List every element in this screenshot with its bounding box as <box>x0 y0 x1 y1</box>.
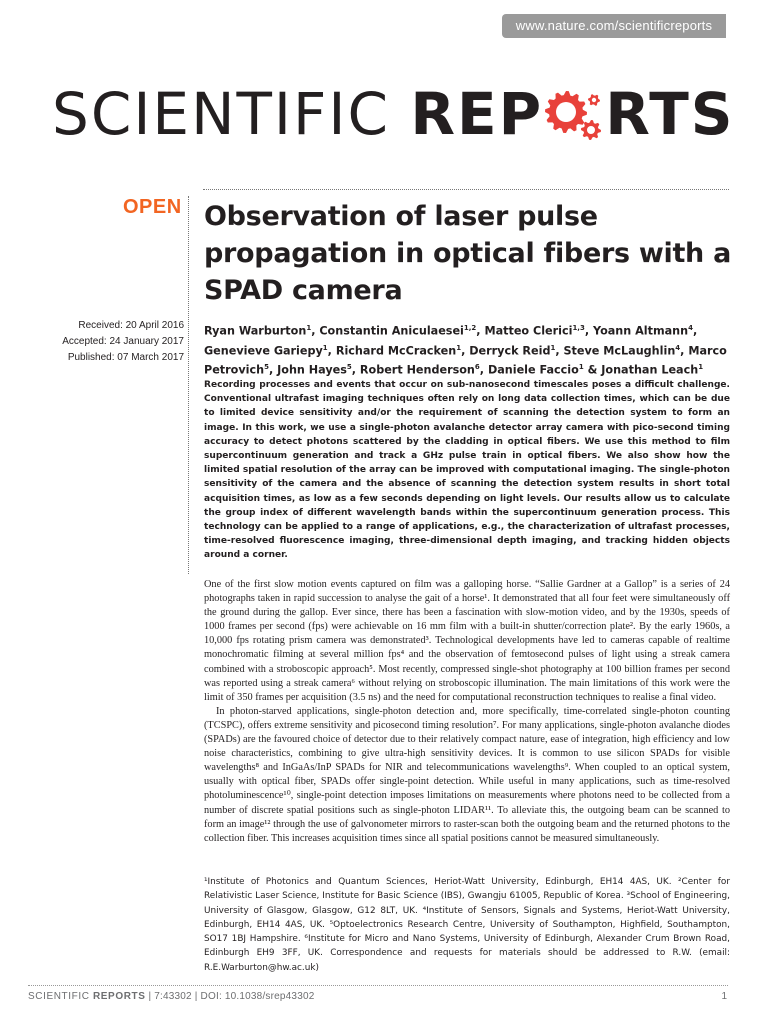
footer-citation <box>28 991 314 1002</box>
author-name: John Hayes <box>277 364 347 378</box>
author-affiliation-marker: 6 <box>474 363 480 372</box>
gear-logo-icon <box>544 86 604 142</box>
footer-divider <box>28 985 728 986</box>
author-affiliation-marker: 1 <box>456 343 462 352</box>
author-name: Derryck Reid <box>469 344 551 358</box>
body-paragraph: In photon-starved applications, single-photon detection and, more specifically, time-correlated single-photon counting (TCSPC), offers extreme sensitivity and picosecond timing resolution⁷. For many applications, single-photon avalanche diodes (SPADs) are the favoured choice of detector due to their relatively compact nature, ease of integration, high efficiency and low noise characteristics, combining to give ultra-high sensitivity devices. It is common to use silicon SPADs for visible wavelengths⁸ and InGaAs/InP SPADs for NIR and telecommunications wavelengths⁹. When coupled to an optical system, usually with optical fiber, SPADs offer single-point detection. While useful in many applications, such as time-resolved photoluminescence¹⁰, single-point detection imposes limitations on measurements where photons need to be collected from a number of discrete spatial positions such as single-photon LIDAR¹¹. To alleviate this, the outgoing beam can be scanned to form an image¹² through the use of galvonometer mirrors to raster-scan both the outgoing beam and the returned photons to the collection fiber. This increases acquisition times since all spatial positions cannot be measured simultaneously. <box>204 705 730 844</box>
author-name: Daniele Faccio <box>487 364 579 378</box>
gear-hole <box>556 102 576 122</box>
author-name: Marco Petrovich <box>204 344 727 378</box>
author-affiliation-marker: 5 <box>264 363 269 372</box>
author-name: Richard McCracken <box>335 344 457 358</box>
article-title: Observation of laser pulse propagation in optical fibers with a SPAD camera <box>204 201 731 306</box>
author-name: Jonathan Leach <box>601 364 699 378</box>
author-affiliation-marker: 1 <box>578 363 584 372</box>
open-access-badge: OPEN <box>123 196 182 218</box>
author-name: Yoann Altmann <box>593 324 689 338</box>
author-affiliation-marker: 1,3 <box>572 324 585 332</box>
footer-journal-bold: REPORTS <box>92 991 146 1002</box>
author-affiliation-marker: 1,2 <box>463 324 477 332</box>
footer-journal-light: SCIENTIFIC <box>28 991 90 1002</box>
logo-word-rts: RTS <box>605 80 735 148</box>
sidebar-divider <box>188 196 189 574</box>
author-list: Ryan Warburton$^1$, Constantin Aniculaesei$^{1,2}$, Matteo Clerici$^{1,3}$, Yoann Altmann$^4$, Genevieve Gariepy$^1$, Richard McCracken$^1$, Derryck Reid$^1$, Steve McLaughlin$^4$, Marco Petrovich$^5$, John Hayes$^5$, Robert Henderson$^6$, Daniele Faccio$^1$ & Jonathan Leach$^1$ <box>204 324 727 378</box>
article-body <box>204 578 730 846</box>
journal-masthead <box>52 78 735 150</box>
author-name: Genevieve Gariepy <box>204 344 323 358</box>
footer-journal-name <box>28 991 146 1002</box>
author-name: Matteo Clerici <box>484 324 573 338</box>
author-affiliation-marker: 4 <box>688 324 693 332</box>
page-number: 1 <box>721 991 727 1002</box>
gear-hole <box>587 126 595 134</box>
journal-url-tab[interactable]: www.nature.com/scientificreports <box>502 14 726 38</box>
received-date: Received: 20 April 2016 <box>78 320 184 331</box>
article-dates <box>60 318 184 366</box>
title-divider <box>203 189 729 190</box>
footer-doi[interactable]: | 7:43302 | DOI: 10.1038/srep43302 <box>148 991 315 1002</box>
body-paragraph: One of the first slow motion events captured on film was a galloping horse. “Sallie Gardner at a Gallop” is a series of 24 photographs taken in rapid succession to analyse the gait of a horse¹. It demonstrated that all four feet were simultaneously off the ground during the gallop. Ever since, there has been a fascination with slow-motion video, and by the 1930s, speeds of 1000 frames per second (fps) were achievable on 16 mm film with a built-in shutter/correction plate². By the early 1960s, a 10,000 fps rotating prism camera was demonstrated³. Technological developments have led to cameras capable of realtime monochromatic filming at several million fps⁴ and the observation of femtosecond pulses of light using a streak camera combined with a stroboscopic approach⁵. Most recently, compressed single-shot photography at 100 billion frames per second was reported using a streak camera⁶ without relying on stroboscopic illumination. The main limitations of this work were the limit of 350 frames per acquisition (3.5 ns) and the need for computational reconstruction techniques to realise a final video. <box>204 579 730 703</box>
journal-logo <box>52 78 735 150</box>
author-affiliation-marker: 1 <box>306 324 312 332</box>
author-affiliation-marker: 1 <box>550 343 556 352</box>
abstract: Recording processes and events that occur on sub-nanosecond timescales poses a difficult challenge. Conventional ultrafast imaging techniques often rely on long data collection times, which can be due to limited device sensitivity and/or the requirement of scanning the detection system to form an image. In this work, we use a single-photon avalanche detector array camera with pico-second timing accuracy to detect photons scattered by the cladding in optical fibers. We use this method to film supercontinuum generation and track a GHz pulse train in optical fibers. We also show how the limited spatial resolution of the array can be improved with computational imaging. The single-photon sensitivity of the camera and the absence of scanning the detection system results in short total acquisition times, as low as a few seconds depending on light levels. Our results allow us to calculate the group index of different wavelength bands within the supercontinuum generation process. This technology can be applied to a range of applications, e.g., the characterization of ultrafast processes, time-resolved fluorescence imaging, three-dimensional depth imaging, and tracking hidden objects around a corner. <box>204 380 730 561</box>
author-name: Constantin Aniculaesei <box>319 324 464 338</box>
logo-word-scientific: SCIENTIFIC <box>52 80 390 148</box>
affiliations: ¹Institute of Photonics and Quantum Sciences, Heriot-Watt University, Edinburgh, EH14 4AS, UK. ²Center for Relativistic Laser Science, Institute for Basic Science (IBS), Gwangju 61005, Republic of Korea. ³School of Engineering, University of Glasgow, Glasgow, G12 8LT, UK. ⁴Institute of Sensors, Signals and Systems, Heriot-Watt University, Edinburgh, EH14 4AS, UK. ⁵Optoelectronics Research Centre, University of Southampton, Highfield, Southampton, SO17 1BJ Hampshire. ⁶Institute for Micro and Nano Systems, University of Edinburgh, Alexander Crum Brown Road, Edinburgh EH9 3FF, UK. Correspondence and requests for materials should be addressed to R.W. (email: R.E.Warburton@hw.ac.uk) <box>204 877 730 973</box>
accepted-date: Accepted: 24 January 2017 <box>62 336 184 347</box>
author-affiliation-marker: 5 <box>346 363 352 372</box>
gear-hole <box>592 98 596 102</box>
author-name: Robert Henderson <box>359 364 475 378</box>
author-affiliation-marker: 1 <box>322 343 328 352</box>
author-name: Steve McLaughlin <box>563 344 676 358</box>
author-affiliation-marker: 4 <box>675 343 681 352</box>
author-affiliation-marker: 1 <box>698 363 704 372</box>
author-name: Ryan Warburton <box>204 324 307 338</box>
logo-word-rep: REP <box>410 80 544 148</box>
published-date: Published: 07 March 2017 <box>67 352 184 363</box>
